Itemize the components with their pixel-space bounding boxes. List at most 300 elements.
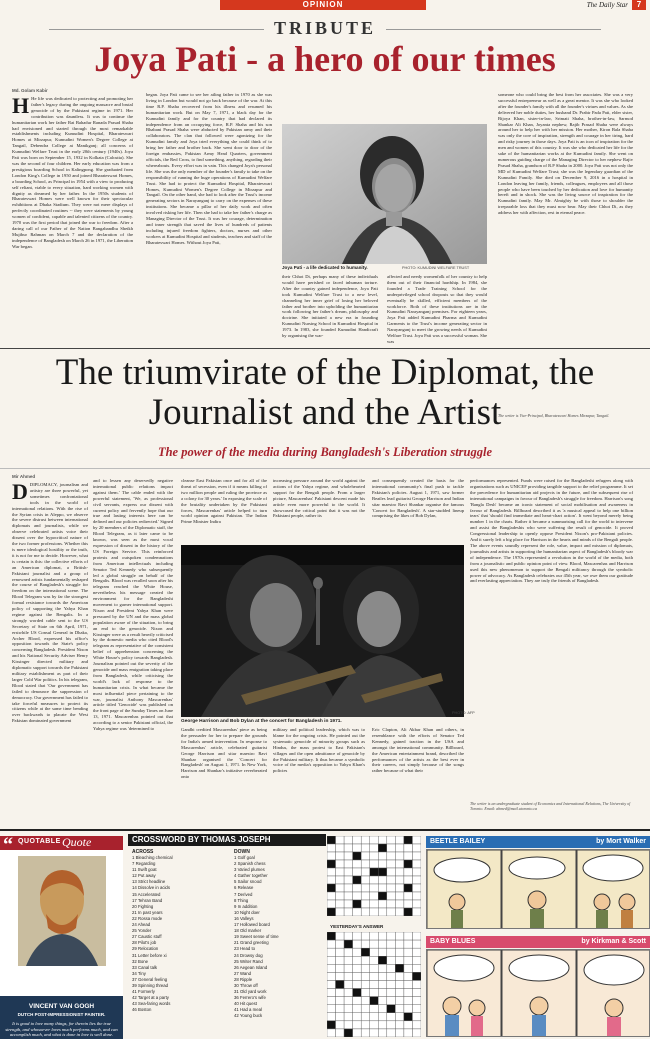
feature-col-3: cleanse East Pakistan once and for all of the threat of secession, even if it means killing of two million people and ruling the province as a colony for 30 years.' In exposing the scale of the brutality undertaken by the Pakistani forces, Mascarenhas' article helped to turn world opinion against Pakistan. The Indian Prime Minister Indira — [181, 478, 267, 525]
grid-cell[interactable] — [361, 892, 370, 900]
quote-label-2: Quote — [62, 835, 92, 849]
grid-cell[interactable] — [370, 860, 379, 868]
grid-cell[interactable] — [353, 884, 362, 892]
baby-blues-header — [426, 936, 650, 948]
grid-cell[interactable] — [361, 1021, 370, 1029]
grid-cell[interactable] — [327, 972, 336, 980]
grid-cell[interactable] — [404, 876, 413, 884]
grid-cell[interactable] — [344, 900, 353, 908]
grid-cell[interactable] — [412, 884, 421, 892]
grid-cell[interactable] — [387, 948, 396, 956]
feature-col-9: Eric Clapton, Ali Akbar Khan and others, in resemblance with the efforts of Senator Ted Kennedy, gained traction in the USA and amongst the international community. Billboard, the American entertainment brand, described the performances of the artists as the best ever in their careers, not simply because of the songs rather because of what their — [372, 727, 464, 774]
grid-cell[interactable] — [353, 980, 362, 988]
grid-cell[interactable] — [353, 1029, 362, 1037]
dropcap: D — [12, 482, 28, 504]
grid-cell[interactable] — [344, 956, 353, 964]
grid-cell[interactable] — [344, 860, 353, 868]
beetle-bailey-title: BEETLE BAILEY — [430, 838, 486, 845]
grid-cell[interactable] — [344, 908, 353, 916]
grid-cell[interactable] — [412, 860, 421, 868]
across-clue: 33 Canal talk — [132, 964, 158, 970]
grid-cell[interactable] — [395, 876, 404, 884]
grid-cell[interactable] — [404, 964, 413, 972]
grid-cell[interactable] — [336, 876, 345, 884]
grid-cell[interactable] — [353, 908, 362, 916]
grid-cell[interactable] — [387, 844, 396, 852]
grid-cell[interactable] — [353, 940, 362, 948]
grid-cell[interactable] — [378, 964, 387, 972]
grid-cell[interactable] — [404, 972, 413, 980]
grid-cell[interactable] — [361, 836, 370, 844]
grid-cell[interactable] — [370, 980, 379, 988]
grid-cell[interactable] — [336, 948, 345, 956]
grid-cell[interactable] — [378, 1005, 387, 1013]
concert-image — [181, 545, 464, 717]
grid-cell[interactable] — [378, 908, 387, 916]
across-clue: 17 Tehran Band — [132, 897, 163, 903]
grid-cell[interactable] — [344, 852, 353, 860]
grid-cell[interactable] — [336, 956, 345, 964]
grid-cell[interactable] — [387, 932, 396, 940]
grid-cell[interactable] — [404, 948, 413, 956]
grid-cell[interactable] — [327, 900, 336, 908]
grid-cell[interactable] — [412, 852, 421, 860]
grid-cell[interactable] — [378, 1013, 387, 1021]
grid-cell[interactable] — [404, 932, 413, 940]
grid-cell[interactable] — [395, 884, 404, 892]
across-clue: 28 Pilot's job — [132, 940, 157, 946]
grid-cell[interactable] — [336, 868, 345, 876]
grid-cell[interactable] — [387, 1021, 396, 1029]
feature-col-6: performances represented. Funds were raised for the Bangladeshi refugees along with organisations such as UNICEF providing tangible support to the relief programme. It set the precedence for humanitarian aid projects in the future, and the subsequent rise of international campaigns in favour of Bangladesh's struggle for freedom. Harrison's song 'Bangla Desh' became an iconic statement of social mobilisation and awareness in favour of Bangladesh. Billboard described it as 'a musical appeal to help one billion tears' that 'should find immediate and heart-chart action'. It went beyond merely being number 1 in the charts. Rather it became a summarising call for the world to intervene and assist the Bangladeshis who were suffering the result of genocide. It proved Congressional leadership to openly oppose President Nixon's pro-Pakistani policies. And it surely left a big place for Harrison in the hearts and minds of the Bengali people. The above events soundly represent the role, value, impact and mission of diplomats, journalists and artists in supporting the humanitarian aspect of Bangladesh's bloody war of independence. The 1970s represented a revolution in the world of the media, both from a journalistic and public opinion point of view. Blood, Mascarenhas and Harrison used this new phenomenon to support the Bengali militancy through the symbolic power of advocacy. As Bangladesh celebrates our 45th year, we owe them our gratitude and everlasting appreciation. They are truly the friends of Bangladesh. — [470, 478, 633, 584]
grid-cell[interactable] — [353, 956, 362, 964]
grid-cell[interactable] — [412, 964, 421, 972]
grid-cell[interactable] — [404, 940, 413, 948]
grid-cell[interactable] — [404, 980, 413, 988]
down-clue: 1 Golf goal — [234, 855, 255, 860]
grid-cell[interactable] — [361, 964, 370, 972]
grid-cell[interactable] — [387, 1029, 396, 1037]
grid-cell[interactable] — [387, 892, 396, 900]
across-clue: 27 Caustic stuff — [132, 934, 162, 940]
grid-cell[interactable] — [412, 956, 421, 964]
grid-cell[interactable] — [395, 860, 404, 868]
grid-cell[interactable] — [387, 972, 396, 980]
grid-cell[interactable] — [370, 972, 379, 980]
grid-block — [378, 892, 387, 900]
across-clue: 32 Bone — [132, 958, 149, 964]
grid-cell[interactable] — [412, 908, 421, 916]
grid-cell[interactable] — [370, 852, 379, 860]
tribute-col-1 — [12, 96, 133, 343]
grid-cell[interactable] — [395, 852, 404, 860]
grid-cell[interactable] — [336, 1029, 345, 1037]
grid-cell[interactable] — [412, 980, 421, 988]
grid-cell[interactable] — [378, 1029, 387, 1037]
grid-cell[interactable] — [336, 852, 345, 860]
grid-cell[interactable] — [395, 989, 404, 997]
grid-cell[interactable] — [412, 940, 421, 948]
yesterday-grid — [327, 932, 421, 1037]
grid-cell[interactable] — [395, 940, 404, 948]
grid-cell[interactable] — [378, 900, 387, 908]
grid-cell[interactable] — [361, 940, 370, 948]
grid-cell[interactable] — [336, 997, 345, 1005]
grid-cell[interactable] — [378, 997, 387, 1005]
grid-cell[interactable] — [327, 1005, 336, 1013]
feature-col-4: increasing pressure around the world against the actions of the Yahya regime, and wholehearted support for the Bengali people. From a larger picture, Mascarenhas' Pakistani descent made his article even more powerful to the world. It showcased the critical point that it was not the Pakistani people, rather its — [273, 478, 365, 519]
grid-cell[interactable] — [395, 892, 404, 900]
grid-cell[interactable] — [370, 1021, 379, 1029]
grid-cell[interactable] — [336, 908, 345, 916]
quote-text: It is good to love many things, for therein lies the true strength, and whosoever loves much performs much, and can accomplish much, and what is done in love is well done. — [5, 1021, 118, 1037]
grid-cell[interactable] — [344, 892, 353, 900]
down-clue: 42 Young buck — [234, 1013, 263, 1019]
grid-cell[interactable] — [378, 989, 387, 997]
grid-cell[interactable] — [327, 868, 336, 876]
grid-cell[interactable] — [404, 997, 413, 1005]
grid-block — [370, 997, 379, 1005]
grid-cell[interactable] — [327, 1013, 336, 1021]
crossword-title: CROSSWORD BY THOMAS JOSEPH — [128, 834, 326, 846]
grid-cell[interactable] — [387, 997, 396, 1005]
grid-cell[interactable] — [344, 980, 353, 988]
grid-cell[interactable] — [327, 956, 336, 964]
grid-cell[interactable] — [361, 876, 370, 884]
grid-cell[interactable] — [395, 956, 404, 964]
grid-cell[interactable] — [327, 940, 336, 948]
grid-cell[interactable] — [327, 997, 336, 1005]
grid-cell[interactable] — [387, 876, 396, 884]
grid-cell[interactable] — [412, 1029, 421, 1037]
grid-cell[interactable] — [404, 1005, 413, 1013]
grid-cell[interactable] — [395, 836, 404, 844]
grid-cell[interactable] — [344, 1005, 353, 1013]
grid-cell[interactable] — [353, 1021, 362, 1029]
grid-cell[interactable] — [344, 876, 353, 884]
grid-cell[interactable] — [412, 876, 421, 884]
grid-cell[interactable] — [344, 868, 353, 876]
grid-cell[interactable] — [327, 989, 336, 997]
portrait-image — [18, 856, 106, 966]
down-clue: 8 Thing — [234, 897, 249, 903]
grid-block — [370, 868, 379, 876]
grid-cell[interactable] — [344, 844, 353, 852]
grid-cell[interactable] — [370, 892, 379, 900]
across-label: ACROSS — [132, 849, 154, 855]
grid-cell[interactable] — [370, 876, 379, 884]
grid-cell[interactable] — [404, 868, 413, 876]
grid-cell[interactable] — [361, 989, 370, 997]
grid-cell[interactable] — [344, 932, 353, 940]
grid-cell[interactable] — [361, 980, 370, 988]
grid-cell[interactable] — [395, 1013, 404, 1021]
grid-cell[interactable] — [361, 932, 370, 940]
grid-cell[interactable] — [361, 868, 370, 876]
grid-cell[interactable] — [387, 900, 396, 908]
across-clue: 29 Relocation — [132, 946, 159, 952]
grid-cell[interactable] — [327, 876, 336, 884]
grid-cell[interactable] — [370, 844, 379, 852]
grid-cell[interactable] — [395, 900, 404, 908]
grid-cell[interactable] — [378, 852, 387, 860]
grid-cell[interactable] — [344, 836, 353, 844]
grid-cell[interactable] — [370, 908, 379, 916]
van-gogh-portrait — [18, 856, 106, 966]
grid-cell[interactable] — [370, 900, 379, 908]
grid-cell[interactable] — [404, 844, 413, 852]
grid-block — [327, 836, 336, 844]
grid-cell[interactable] — [378, 836, 387, 844]
grid-cell[interactable] — [327, 1029, 336, 1037]
grid-cell[interactable] — [412, 844, 421, 852]
down-clue: 30 Throw off — [234, 982, 258, 988]
tribute-col-5: someone who could bring the best from her associates. She was a very successful entrepreneur as well as a great mentor. It was she who looked after the founder's family with all the founder's virtues and values. As she delivered her noble duties, her husband Dr. Prabir Pada Pati, elder sister, Bijoya Khan, sister-in-law, Srimati Shaha, brother-in-law, Sarmod Shankar Ali Khan, Joyanta nephew, Rajib Prasad Shaha were always around her to help her with her mission. Her mother, Kiron Bala Shaha was only the core of inspiration, strength and courage in her tiring, hard and risky journey in those days. Joya Pati is an icon of inspiration for the men and women of this country. It was she who dedicated her life for the sake of the humanitarian works at the Kumudini family. She went on numerous guiding charge of the Managing Director to her nephew Rajiv Prasad Shaha, grandson of R.P Shaha in 2000. Joya Pati was not only the MD of Kumudini Welfare Trust; she was the legendary guardian of the Kumudini Family. She died on December 9, 2016 in a hospital in London leaving her family, friends, colleagues, employees and all those people who have been touched by her dedication and love for humanity bereft and in shock. She was the living source of inspiration for the Kumudini family. May Mr. Almighty be with those to shoulder the irreparable loss that they must now bear. May their Chhot Di, as they address her with affection, rest in eternal peace. — [498, 92, 633, 216]
grid-cell[interactable] — [370, 948, 379, 956]
grid-cell[interactable] — [404, 989, 413, 997]
grid-cell[interactable] — [370, 836, 379, 844]
comic-image — [427, 950, 650, 1037]
grid-cell[interactable] — [336, 844, 345, 852]
grid-cell[interactable] — [336, 836, 345, 844]
baby-blues-author: by Kirkman & Scott — [581, 938, 646, 945]
grid-block — [327, 884, 336, 892]
feature-author-note: The writer is an undergraduate student of Economics and International Relations, The University of Toronto. Email: ahmed@mail.utoronto.ca — [470, 801, 631, 811]
grid-cell[interactable] — [412, 868, 421, 876]
grid-cell[interactable] — [404, 852, 413, 860]
grid-cell[interactable] — [412, 932, 421, 940]
across-clue: 39 Spinning thread — [132, 982, 169, 988]
grid-cell[interactable] — [412, 892, 421, 900]
grid-cell[interactable] — [395, 908, 404, 916]
grid-cell[interactable] — [395, 1005, 404, 1013]
grid-cell[interactable] — [353, 948, 362, 956]
down-clue: 6 Release — [234, 885, 254, 891]
grid-cell[interactable] — [361, 1029, 370, 1037]
section-divider — [0, 348, 650, 349]
grid-cell[interactable] — [370, 1005, 379, 1013]
grid-cell[interactable] — [361, 956, 370, 964]
grid-cell[interactable] — [395, 948, 404, 956]
paper-name: The Daily Star — [586, 1, 628, 9]
grid-cell[interactable] — [336, 1021, 345, 1029]
down-label: DOWN — [234, 849, 250, 855]
grid-cell[interactable] — [404, 900, 413, 908]
grid-cell[interactable] — [412, 1021, 421, 1029]
quote-mark-icon: “ — [3, 834, 13, 856]
grid-cell[interactable] — [378, 972, 387, 980]
grid-cell[interactable] — [344, 964, 353, 972]
grid-cell[interactable] — [327, 948, 336, 956]
grid-cell[interactable] — [412, 1005, 421, 1013]
grid-cell[interactable] — [395, 868, 404, 876]
feature-subhead: The power of the media during Bangladesh's Liberation struggle — [157, 445, 493, 459]
grid-cell[interactable] — [370, 956, 379, 964]
grid-cell[interactable] — [378, 876, 387, 884]
down-clue: 21 Grand greeting — [234, 940, 269, 946]
grid-cell[interactable] — [344, 948, 353, 956]
grid-cell[interactable] — [387, 908, 396, 916]
grid-cell[interactable] — [387, 964, 396, 972]
grid-cell[interactable] — [387, 836, 396, 844]
grid-cell[interactable] — [353, 1013, 362, 1021]
grid-cell[interactable] — [336, 900, 345, 908]
grid-cell[interactable] — [336, 1005, 345, 1013]
crossword-grid[interactable] — [327, 836, 421, 916]
grid-cell[interactable] — [336, 972, 345, 980]
grid-cell[interactable] — [336, 940, 345, 948]
grid-cell[interactable] — [344, 972, 353, 980]
down-clue: 36 Ferrero's wife — [234, 995, 266, 1001]
grid-cell[interactable] — [361, 860, 370, 868]
grid-block — [378, 844, 387, 852]
grid-cell[interactable] — [353, 844, 362, 852]
grid-cell[interactable] — [395, 1021, 404, 1029]
grid-cell[interactable] — [344, 989, 353, 997]
portrait-image — [282, 124, 487, 264]
grid-cell[interactable] — [412, 1013, 421, 1021]
grid-cell[interactable] — [412, 948, 421, 956]
across-clue: 11 Swift goat — [132, 867, 157, 873]
across-clue: 20 Fighting — [132, 903, 154, 909]
grid-cell[interactable] — [395, 844, 404, 852]
grid-cell[interactable] — [353, 1005, 362, 1013]
grid-cell[interactable] — [412, 989, 421, 997]
down-clue: 26 Aegean Island — [234, 964, 268, 970]
grid-cell[interactable] — [378, 980, 387, 988]
across-clues — [132, 855, 230, 1013]
grid-block — [404, 860, 413, 868]
grid-cell[interactable] — [378, 860, 387, 868]
grid-cell[interactable] — [378, 932, 387, 940]
grid-cell[interactable] — [336, 989, 345, 997]
grid-cell[interactable] — [387, 989, 396, 997]
grid-cell[interactable] — [387, 868, 396, 876]
grid-cell[interactable] — [361, 997, 370, 1005]
feature-photo-credit: PHOTO: AFP — [452, 711, 475, 715]
grid-cell[interactable] — [404, 1029, 413, 1037]
grid-cell[interactable] — [404, 1021, 413, 1029]
grid-cell[interactable] — [378, 884, 387, 892]
grid-cell[interactable] — [361, 1013, 370, 1021]
grid-block — [353, 876, 362, 884]
grid-cell[interactable] — [361, 972, 370, 980]
grid-cell[interactable] — [344, 1021, 353, 1029]
grid-cell[interactable] — [370, 1029, 379, 1037]
beetle-bailey-header — [426, 836, 650, 848]
grid-cell[interactable] — [387, 884, 396, 892]
grid-cell[interactable] — [412, 997, 421, 1005]
tribute-col-4: affected and needy womenfolk of her country to help them out of their financial hardship. In 1984, she founded a Trade Training School for the underprivileged school dropouts so that they would eventually be skilled, efficient members of the workforce. Both of these institutions are in the Kumudini Narayanganj premises. For eighteen years, Joya Pati added Kumudini Pharma and Kumudini Garments to the Trust's income generating sector in Narayanganj to meet the growing needs of Kumudini Welfare Trust. Joya Pati was a successful woman. She was — [387, 274, 487, 343]
grid-cell[interactable] — [327, 852, 336, 860]
feature-col-8: military and political leadership, which was to blame for the ongoing crisis. He pointed out the systematic genocide of minority groups such as Hindus, the mass protest to East Pakistan's villages and the open admittance of genocide by the Pakistani military. It thus became a symbolic voice of the media's opposition to Yahya Khan's policies — [273, 727, 365, 774]
feature-byline: Mir Ahmed — [12, 474, 36, 479]
grid-block — [327, 860, 336, 868]
grid-cell[interactable] — [344, 884, 353, 892]
grid-cell[interactable] — [327, 892, 336, 900]
tribute-author-note: The writer is Vice-Principal, Bharateswari Homes Mirzapur, Tangail. — [498, 413, 610, 418]
grid-cell[interactable] — [336, 964, 345, 972]
quote-header — [0, 834, 123, 856]
grid-cell[interactable] — [344, 1013, 353, 1021]
grid-cell[interactable] — [353, 860, 362, 868]
grid-cell[interactable] — [353, 964, 362, 972]
feature-col-1 — [12, 482, 88, 825]
grid-cell[interactable] — [412, 900, 421, 908]
grid-cell[interactable] — [370, 940, 379, 948]
grid-cell[interactable] — [353, 997, 362, 1005]
grid-cell[interactable] — [404, 956, 413, 964]
grid-cell[interactable] — [378, 948, 387, 956]
grid-cell[interactable] — [412, 836, 421, 844]
grid-cell[interactable] — [336, 1013, 345, 1021]
grid-cell[interactable] — [361, 908, 370, 916]
grid-cell[interactable] — [378, 940, 387, 948]
grid-cell[interactable] — [370, 932, 379, 940]
tribute-text-1: He life was dedicated to protecting and promoting her father's legacy during the ongoing massacre and brutal genocide of by the Pakistani regime in 1971. Her contribution was dauntless. It was to continue the humanitarian work her father Rai Bahadur Ranada Prasad Shaha had envisioned and started through the most remarkable establishments including Kumudini Hospital, Bharateswari Homes at Mirzapur, Kumudini Women's Degree College at Tangail, Debendra College at Manikganj; all concerns of Kumudini Welfare Trust in the early 20th century (1940s). Joya Pati was born on September 15, 1932 in Kolkata (Calcutta). She was the second of four children. Her early education was from a prestigious boarding School in Kalingpong. She graduated from London King's College in 1950 and joined Bharateswari Homes, a boarding School, as Principal in 1954 with a view to producing self reliant, viable to every situation, hard working women with dignity as dreamed by her father. In the 1950s students of Bharateswari Homes were well known for their spectacular exhibitions at Dhaka Stadium. They were not mere displays of perfectly coordinated routines -- they were statements by young women of confident, capable and talented citizens of the country. 1970 was the first period that joined the war to freedom. After a daring call of our Father of the Nation Bangabandhu Sheikh Mujibur Rahman on March 7 and the declaration of the independence of Bangladesh on March 26 in 1971, the Liberation War began. — [12, 96, 133, 249]
grid-cell[interactable] — [353, 932, 362, 940]
grid-cell[interactable] — [353, 868, 362, 876]
grid-cell[interactable] — [387, 940, 396, 948]
grid-cell[interactable] — [361, 884, 370, 892]
grid-cell[interactable] — [395, 997, 404, 1005]
joya-pati-photo — [282, 124, 487, 264]
grid-cell[interactable] — [336, 884, 345, 892]
grid-cell[interactable] — [361, 900, 370, 908]
grid-cell[interactable] — [395, 1029, 404, 1037]
down-clue: 5 Sailor snood — [234, 879, 262, 885]
grid-cell[interactable] — [353, 892, 362, 900]
grid-cell[interactable] — [370, 964, 379, 972]
grid-cell[interactable] — [404, 892, 413, 900]
grid-block — [327, 1021, 336, 1029]
grid-cell[interactable] — [387, 956, 396, 964]
grid-cell[interactable] — [387, 852, 396, 860]
grid-block — [353, 852, 362, 860]
grid-cell[interactable] — [344, 997, 353, 1005]
down-clue: 28 Ripple — [234, 976, 253, 982]
across-clue: 41 Formerly — [132, 989, 155, 995]
bottom-rule — [0, 829, 650, 831]
grid-cell[interactable] — [336, 892, 345, 900]
grid-cell[interactable] — [387, 860, 396, 868]
grid-cell[interactable] — [395, 932, 404, 940]
section-label: OPINION — [220, 0, 426, 10]
grid-cell[interactable] — [327, 980, 336, 988]
grid-cell[interactable] — [353, 972, 362, 980]
down-clue: 23 Head to — [234, 946, 256, 952]
grid-cell[interactable] — [378, 1021, 387, 1029]
grid-cell[interactable] — [361, 852, 370, 860]
subhead-rule — [0, 468, 650, 469]
grid-cell[interactable] — [370, 989, 379, 997]
down-clue: 31 Old yard work — [234, 989, 267, 995]
grid-cell[interactable] — [370, 884, 379, 892]
grid-cell[interactable] — [353, 836, 362, 844]
grid-cell[interactable] — [336, 860, 345, 868]
grid-cell[interactable] — [387, 1013, 396, 1021]
grid-cell[interactable] — [327, 844, 336, 852]
grid-cell[interactable] — [336, 932, 345, 940]
grid-cell[interactable] — [370, 1013, 379, 1021]
grid-cell[interactable] — [395, 972, 404, 980]
grid-cell[interactable] — [387, 980, 396, 988]
grid-cell[interactable] — [361, 1005, 370, 1013]
across-clue: 22 Rossa mode — [132, 915, 163, 921]
grid-cell[interactable] — [327, 964, 336, 972]
grid-cell[interactable] — [395, 980, 404, 988]
grid-cell[interactable] — [361, 844, 370, 852]
